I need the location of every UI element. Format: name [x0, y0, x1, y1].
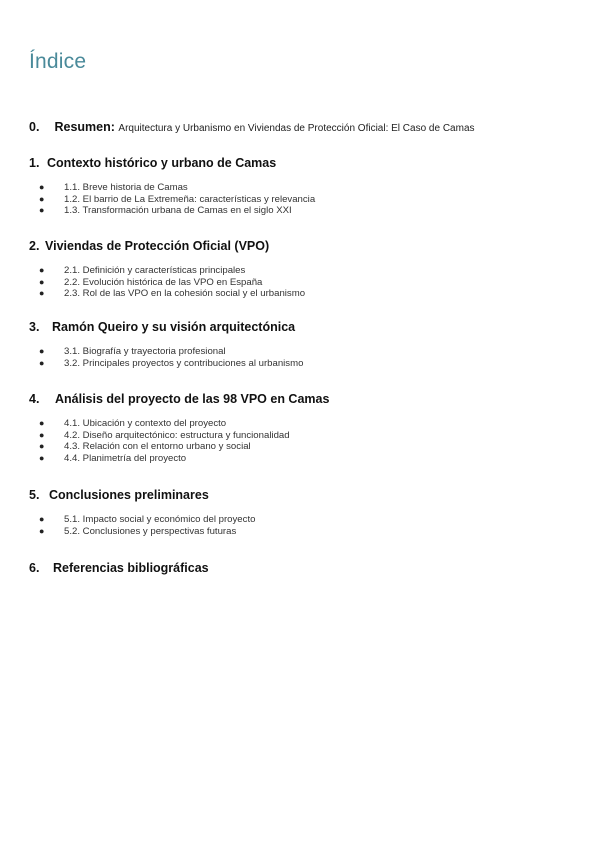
section-number: 6.	[29, 561, 40, 575]
section-title: Conclusiones preliminares	[49, 488, 209, 502]
summary-label: Resumen:	[54, 120, 115, 134]
bullet-icon: ●	[39, 452, 45, 463]
summary-section	[29, 120, 589, 134]
toc-section-6	[29, 561, 589, 575]
toc-section-heading	[29, 561, 589, 575]
section-number: 3.	[29, 320, 40, 334]
toc-subitem: ● 2.1. Definición y características principales	[39, 265, 246, 276]
toc-subitems	[29, 514, 589, 537]
toc-subitem: ● 5.1. Impacto social y económico del proyecto	[39, 514, 256, 525]
toc-subitems	[29, 418, 589, 464]
toc-subitem: ● 4.2. Diseño arquitectónico: estructura y funcionalidad	[39, 429, 290, 441]
toc-section-3	[29, 320, 589, 369]
toc-subitems	[29, 182, 589, 217]
toc-section-heading	[29, 488, 589, 502]
toc-subitem: ● 1.1. Breve historia de Camas	[39, 182, 188, 193]
bullet-icon: ●	[39, 441, 45, 452]
bullet-icon: ●	[39, 525, 45, 536]
section-number: 2.	[29, 239, 40, 253]
toc-subitem: ● 2.3. Rol de las VPO en la cohesión social y el urbanismo	[39, 288, 306, 300]
bullet-icon: ●	[39, 288, 45, 299]
bullet-icon: ●	[39, 418, 45, 428]
section-number: 1.	[29, 156, 40, 170]
toc-subitem: ● 5.2. Conclusiones y perspectivas futuras	[39, 525, 237, 537]
toc-subitem: ● 4.1. Ubicación y contexto del proyecto	[39, 418, 227, 429]
toc-section-heading	[29, 239, 589, 253]
toc-subitem: ● 3.1. Biografía y trayectoria profesional	[39, 346, 226, 357]
section-number: 4.	[29, 392, 40, 406]
toc-section-2	[29, 239, 589, 300]
toc-subitem: ● 1.3. Transformación urbana de Camas en el siglo XXI	[39, 205, 292, 217]
summary-number: 0.	[29, 120, 40, 134]
section-title: Ramón Queiro y su visión arquitectónica	[52, 320, 296, 334]
section-title: Viviendas de Protección Oficial (VPO)	[45, 239, 270, 253]
toc-section-4	[29, 392, 589, 464]
section-title: Análisis del proyecto de las 98 VPO en Camas	[55, 392, 330, 406]
toc-subitem: ● 3.2. Principales proyectos y contribuciones al urbanismo	[39, 357, 304, 369]
section-title: Contexto histórico y urbano de Camas	[47, 156, 277, 170]
toc-subitems	[29, 265, 589, 300]
bullet-icon: ●	[39, 205, 45, 216]
summary-text: Arquitectura y Urbanismo en Viviendas de Protección Oficial: El Caso de Camas	[118, 123, 475, 134]
toc-subitem: ● 4.4. Planimetría del proyecto	[39, 452, 187, 464]
toc-section-1	[29, 156, 589, 217]
summary-heading	[29, 120, 589, 134]
section-title: Referencias bibliográficas	[53, 561, 209, 575]
bullet-icon: ●	[39, 346, 45, 356]
bullet-icon: ●	[39, 429, 45, 440]
toc-subitem: ● 2.2. Evolución histórica de las VPO en España	[39, 276, 263, 288]
toc-section-heading	[29, 320, 589, 334]
toc-section-heading	[29, 156, 589, 170]
bullet-icon: ●	[39, 265, 45, 275]
bullet-icon: ●	[39, 276, 45, 287]
toc-section-5	[29, 488, 589, 537]
bullet-icon: ●	[39, 514, 45, 524]
toc-section-heading	[29, 392, 589, 406]
bullet-icon: ●	[39, 357, 45, 368]
section-number: 5.	[29, 488, 40, 502]
toc-subitems	[29, 346, 589, 369]
toc-subitem: ● 1.2. El barrio de La Extremeña: características y relevancia	[39, 193, 316, 205]
toc-subitem: ● 4.3. Relación con el entorno urbano y social	[39, 441, 251, 453]
bullet-icon: ●	[39, 193, 45, 204]
page-title: Índice	[29, 50, 87, 73]
bullet-icon: ●	[39, 182, 45, 192]
